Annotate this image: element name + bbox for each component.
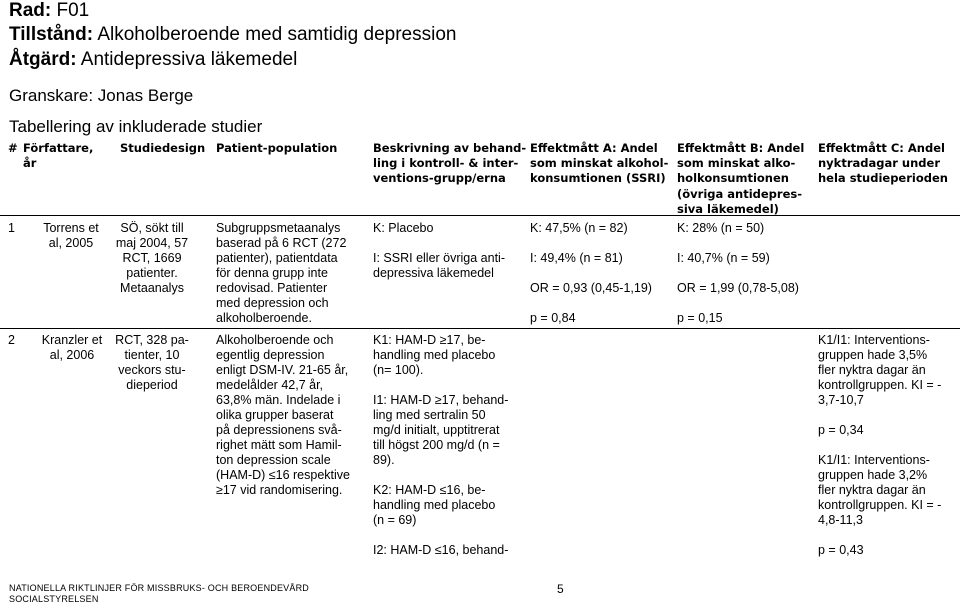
- header-description: Beskrivning av behand- ling i kontroll- & inter- ventions-grupp/erna: [373, 141, 527, 186]
- cell-population: Alkoholberoende och egentlig depression enligt DSM-IV. 21-65 år, medelålder 42,7 år, 63,8% män. Indelade i olika grupper baserat på depressionens svå- righet mätt som Hamil- ton depression scale (HAM-D) ≤16 respektive ≥17 vid randomisering.: [216, 333, 350, 497]
- cell-author: Torrens et al, 2005: [43, 221, 99, 250]
- rad-value: F01: [51, 0, 90, 21]
- rad-label: Rad:: [9, 0, 52, 21]
- header-effect-a: Effektmått A: Andel som minskat alkohol- konsumtionen (SSRI): [530, 141, 669, 186]
- tillstand-label: Tillstånd:: [9, 24, 94, 45]
- cell-population: Subgruppsmetaanalys baserad på 6 RCT (272 patienter), patientdata för denna grupp inte redovisad. Patienter med depression och alkoholberoende.: [216, 221, 347, 325]
- page-number: 5: [557, 582, 564, 596]
- header-author: Författare, år: [23, 141, 94, 171]
- cell-author: Kranzler et al, 2006: [41, 333, 103, 362]
- intervention-title: [9, 49, 297, 71]
- cell-description: K1: HAM-D ≥17, be- handling med placebo (n= 100). I1: HAM-D ≥17, behand- ling med sertralin 50 mg/d initialt, upptitrerat till högst 200 mg/d (n = 89). K2: HAM-D ≤16, be- handling med placebo (n = 69) I2: HAM-D ≤16, behand-: [373, 333, 509, 557]
- cell-num: 1: [8, 221, 15, 235]
- row-divider: [0, 328, 960, 329]
- studies-table: [0, 139, 960, 559]
- cell-description: K: Placebo I: SSRI eller övriga anti- depressiva läkemedel: [373, 221, 505, 280]
- cell-effect-a: K: 47,5% (n = 82) I: 49,4% (n = 81) OR = 0,93 (0,45-1,19) p = 0,84: [530, 221, 652, 325]
- atgard-label: Åtgärd:: [9, 49, 77, 70]
- row-title: [9, 0, 89, 22]
- condition-title: [9, 24, 456, 46]
- header-effect-c: Effektmått C: Andel nyktradagar under hela studieperioden: [818, 141, 948, 186]
- header-design: Studiedesign: [120, 141, 206, 155]
- tillstand-value: Alkoholberoende med samtidig depression: [93, 24, 457, 45]
- cell-effect-b: K: 28% (n = 50) I: 40,7% (n = 59) OR = 1,99 (0,78-5,08) p = 0,15: [677, 221, 799, 325]
- reviewer: Granskare: Jonas Berge: [9, 86, 194, 105]
- row-divider: [0, 215, 960, 216]
- cell-effect-c: K1/I1: Interventions- gruppen hade 3,5% fler nyktra dagar än kontrollgruppen. KI = - 3,7-10,7 p = 0,34 K1/I1: Interventions- gruppen hade 3,2% fler nyktra dagar än kontrollgruppen. KI = - 4,8-11,3 p = 0,43: [818, 333, 942, 557]
- header-population: Patient-population: [216, 141, 338, 155]
- cell-num: 2: [8, 333, 15, 347]
- atgard-value: Antidepressiva läkemedel: [76, 49, 298, 70]
- cell-design: SÖ, sökt till maj 2004, 57 RCT, 1669 patienter. Metaanalys: [115, 221, 189, 295]
- header-effect-b: Effektmått B: Andel som minskat alko- holkonsumtionen (övriga antidepres- siva läkemedel): [677, 141, 805, 216]
- cell-design: RCT, 328 pa- tienter, 10 veckors stu- dieperiod: [115, 333, 189, 392]
- header-num: #: [8, 141, 18, 155]
- table-caption: Tabellering av inkluderade studier: [9, 117, 263, 136]
- footer-organization: NATIONELLA RIKTLINJER FÖR MISSBRUKS- OCH BEROENDEVÅRD SOCIALSTYRELSEN: [9, 583, 309, 604]
